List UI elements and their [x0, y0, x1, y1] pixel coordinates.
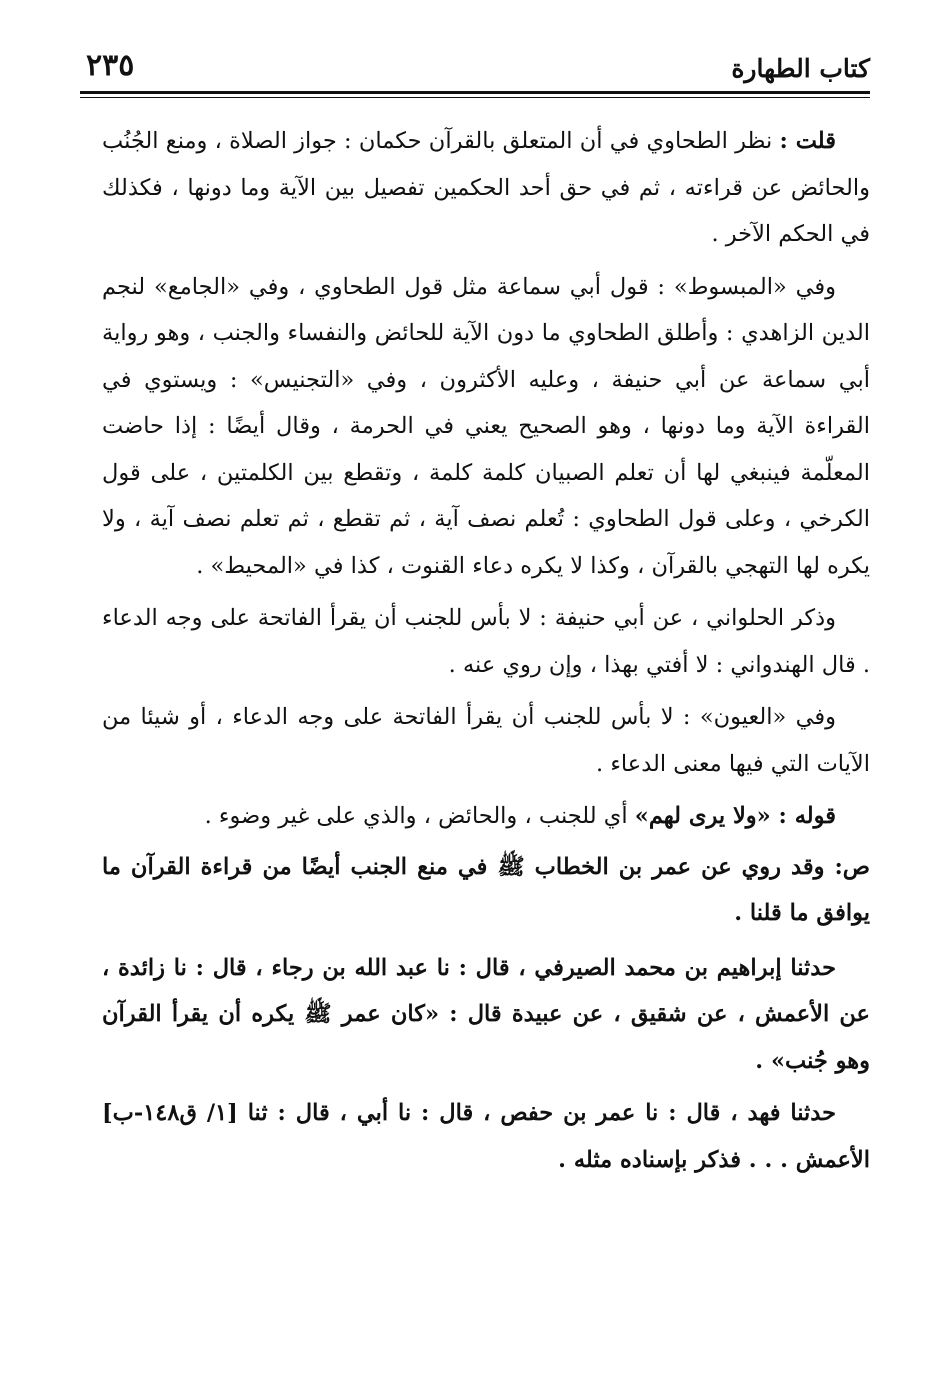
- page-header: [80, 40, 870, 96]
- isnad-paragraph-1: حدثنا إبراهيم بن محمد الصيرفي ، قال : نا عبد الله بن رجاء ، قال : نا زائدة ، عن الأعمش ، عن شقيق ، عن عبيدة قال : «كان عمر ﷺ يكره أن يقرأ القرآن وهو جُنب» .: [102, 954, 870, 1074]
- matn-paragraph: ص: وقد روي عن عمر بن الخطاب ﷺ في منع الجنب أيضًا من قراءة القرآن ما يوافق ما قلنا .: [102, 853, 870, 926]
- paragraph-3: [102, 595, 870, 688]
- page-number: ٢٣٥: [86, 48, 135, 83]
- paragraph-lead: قوله : «ولا يرى لهم»: [634, 803, 836, 829]
- paragraph-text: وذكر الحلواني ، عن أبي حنيفة : لا بأس للجنب أن يقرأ الفاتحة على وجه الدعاء . قال الهندواني : لا أفتي بهذا ، وإن روي عنه .: [102, 605, 870, 678]
- page-body: [102, 118, 870, 1189]
- isnad-paragraph-2: حدثنا فهد ، قال : نا عمر بن حفص ، قال : نا أبي ، قال : ثنا [١/ ق١٤٨-ب] الأعمش . . . فذكر بإسناده مثله .: [102, 1100, 870, 1173]
- paragraph-2: [102, 264, 870, 590]
- paragraph-text: وفي «العيون» : لا بأس للجنب أن يقرأ الفاتحة على وجه الدعاء ، أو شيئا من الآيات التي فيها معنى الدعاء .: [102, 704, 870, 777]
- header-rule-thin: [80, 97, 870, 98]
- header-rule-thick: [80, 91, 870, 94]
- paragraph-4: [102, 694, 870, 787]
- paragraph-text: وفي «المبسوط» : قول أبي سماعة مثل قول الطحاوي ، وفي «الجامع» لنجم الدين الزاهدي : وأطلق الطحاوي ما دون الآية للحائض والنفساء والجنب ، وهو رواية أبي سماعة عن أبي حنيفة ، وعليه الأكثرون ، وفي «التجنيس» : ويستوي في القراءة الآية وما دونها ، وهو الصحيح يعني في الحرمة ، وقال أيضًا : إذا حاضت المعلّمة فينبغي لها أن تعلم الصبيان كلمة كلمة ، وتقطع بين الكلمتين ، على قول الكرخي ، وعلى قول الطحاوي : تُعلم نصف آية ، ثم تقطع ، ثم تعلم نصف آية ، ولا يكره لها التهجي بالقرآن ، وكذا لا يكره دعاء القنوت ، كذا في «المحيط» .: [102, 273, 870, 579]
- paragraph-1: [102, 118, 870, 258]
- paragraph-text: أي للجنب ، والحائض ، والذي على غير وضوء .: [204, 803, 628, 829]
- paragraph-text: نظر الطحاوي في أن المتعلق بالقرآن حكمان : جواز الصلاة ، ومنع الجُنُب والحائض عن قراءته ، ثم في حق أحد الحكمين تفصيل بين الآية وما دونها ، فكذلك في الحكم الآخر .: [102, 128, 870, 247]
- paragraph-5: [102, 793, 870, 840]
- paragraph-lead: قلت :: [779, 128, 837, 154]
- running-title: كتاب الطهارة: [731, 54, 870, 83]
